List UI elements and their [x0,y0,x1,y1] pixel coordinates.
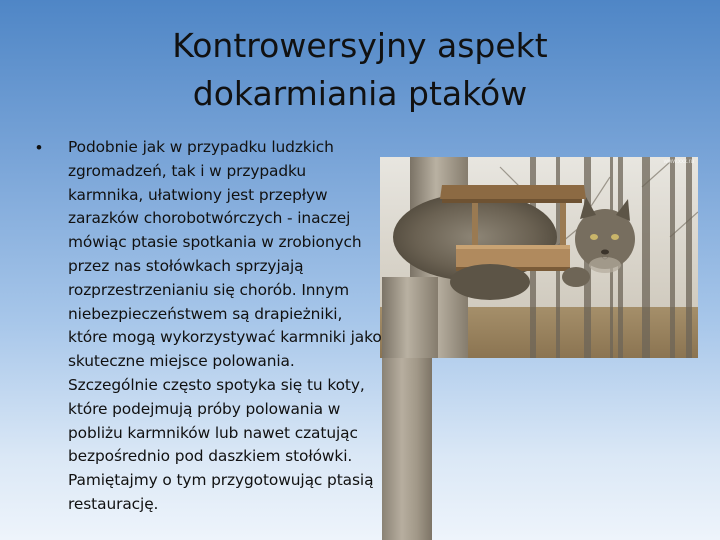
bullet-text: Podobnie jak w przypadku ludzkich zgromadzeń, tak i w przypadku karmnika, ułatwiony jest przepływ zarazków chorobotwórczych - inaczej mówiąc ptasie spotkania w zrobionych przez nas stołówkach sprzyjają rozprzestrzenianiu się chorób. Innym niebezpieczeństwem są drapieżniki, które mogą wykorzystywać karmniki jako skuteczne miejsce polowania. Szczególnie często spotyka się tu koty, które podejmują próby polowania w pobliżu karmników lub nawet czatując bezpośrednio pod daszkiem stołówki. Pamiętajmy o tym przygotowując ptasią restaurację. [68,138,382,513]
slide-title: Kontrowersyjny aspekt dokarmiania ptaków [172,26,548,113]
bullet-list [36,136,396,517]
photo-watermark: www.xxx.ru [663,159,694,165]
photo-drawing [380,157,698,358]
bullet-marker: • [36,138,42,157]
cat-in-bird-feeder-photo [380,157,698,358]
list-item [36,136,396,517]
